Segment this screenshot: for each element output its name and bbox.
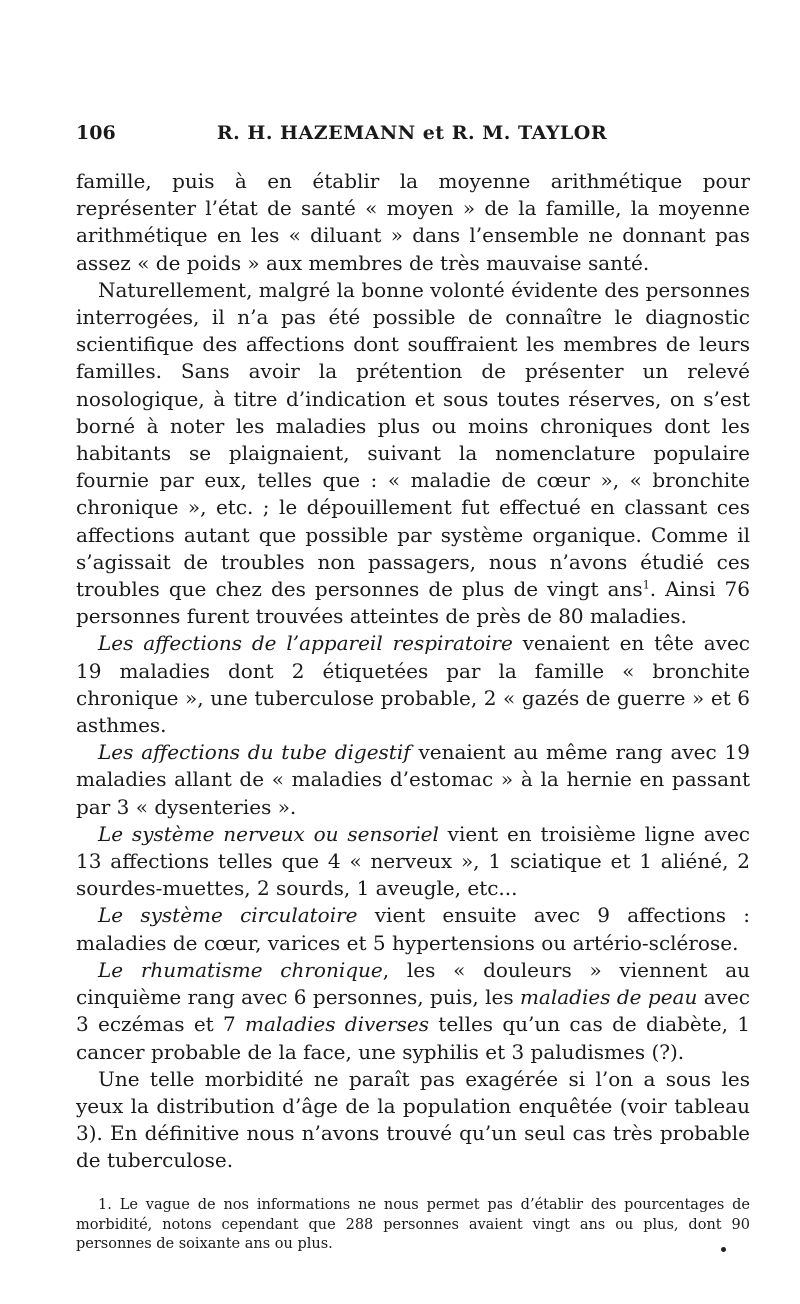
paragraph-7-text-a: , les « douleurs » viennent au cinquième rang avec 6 personnes, puis, les — [76, 957, 751, 1010]
paragraph-7-heading: Le rhumatisme chronique — [98, 957, 383, 982]
paragraph-7-emphasis-misc: maladies diverses — [244, 1012, 430, 1037]
paragraph-2 — [76, 277, 750, 631]
paragraph-2-text-b: . Ainsi 76 personnes furent trouvées atteintes de près de 80 maladies. — [76, 577, 750, 629]
ink-speck — [721, 1247, 726, 1252]
paragraph-5 — [76, 821, 750, 903]
footnote-paragraph — [76, 1196, 750, 1255]
paragraph-1 — [76, 168, 750, 277]
paragraph-3-heading: Les affections de l’appareil respiratoire — [98, 631, 513, 656]
paragraph-8-text: Une telle morbidité ne paraît pas exagérée si l’on a sous les yeux la distribution d’âge de la population enquêtée (voir tableau 3). En définitive nous n’avons trouvé qu’un seul cas très probable de tuberculose. — [76, 1066, 750, 1173]
footnote-reference: 1 — [642, 578, 650, 592]
paragraph-6 — [76, 902, 750, 956]
page-header — [76, 122, 748, 150]
paragraph-3-text: venaient en tête avec 19 maladies dont 2 étiquetées par la famille « bronchite chronique », une tuberculose probable, 2 « gazés de guerre » et 6 asthmes. — [76, 631, 750, 738]
paragraph-7-text-b: avec 3 eczémas et 7 — [76, 985, 750, 1037]
body-text — [76, 168, 750, 1175]
running-head: R. H. HAZEMANN et R. M. TAYLOR — [216, 122, 608, 144]
paragraph-1-text: famille, puis à en établir la moyenne arithmétique pour représenter l’état de santé « moyen » de la famille, la moyenne arithmétique en les « diluant » dans l’ensemble ne donnant pas assez « de poids » aux membres de très mauvaise santé. — [76, 169, 750, 275]
paragraph-4-text: venaient au même rang avec 19 maladies allant de « maladies d’estomac » à la hernie en passant par 3 « dysenteries ». — [76, 740, 750, 819]
footnote-text: Le vague de nos informations ne nous permet pas d’établir des pourcentages de morbidité, notons cependant que 288 personnes avaient vingt ans ou plus, dont 90 personnes de soixante ans ou plus. — [76, 1197, 750, 1252]
paragraph-6-text: vient ensuite avec 9 affections : maladies de cœur, varices et 5 hypertensions ou artério-sclérose. — [76, 903, 750, 955]
paragraph-8 — [76, 1066, 750, 1175]
paragraph-7 — [76, 957, 750, 1066]
paragraph-4 — [76, 739, 750, 821]
paragraph-4-heading: Les affections du tube digestif — [98, 740, 411, 765]
paragraph-6-heading: Le système circulatoire — [98, 903, 358, 928]
paragraph-3 — [76, 630, 750, 739]
paragraph-5-heading: Le système nerveux ou sensoriel — [98, 821, 439, 846]
paragraph-5-text: vient en troisième ligne avec 13 affections telles que 4 « nerveux », 1 sciatique et 1 aliéné, 2 sourdes-muettes, 2 sourds, 1 aveugle, etc... — [76, 821, 751, 901]
paragraph-7-emphasis-skin: maladies de peau — [519, 985, 698, 1010]
paragraph-7-text-c: telles qu’un cas de diabète, 1 cancer probable de la face, une syphilis et 3 paludismes (?). — [76, 1012, 750, 1064]
footnote — [76, 1196, 750, 1255]
footnote-number: 1. — [98, 1197, 112, 1213]
page-number: 106 — [76, 122, 116, 144]
paragraph-2-text-a: Naturellement, malgré la bonne volonté évidente des personnes interrogées, il n’a pas été possible de connaître le diagnostic scientifique des affections dont souffraient les membres de leurs familles. Sans avoir la prétention de présenter un relevé nosologique, à titre d’indication et sous toutes réserves, on s’est borné à noter les maladies plus ou moins chroniques dont les habitants se plaignaient, suivant la nomenclature populaire fournie par eux, telles que : « maladie de cœur », « bronchite chronique », etc. ; le dépouillement fut effectué en classant ces affections autant que possible par système organique. Comme il s’agissait de troubles non passagers, nous n’avons étudié ces troubles que chez des personnes de plus de vingt ans — [76, 277, 750, 602]
